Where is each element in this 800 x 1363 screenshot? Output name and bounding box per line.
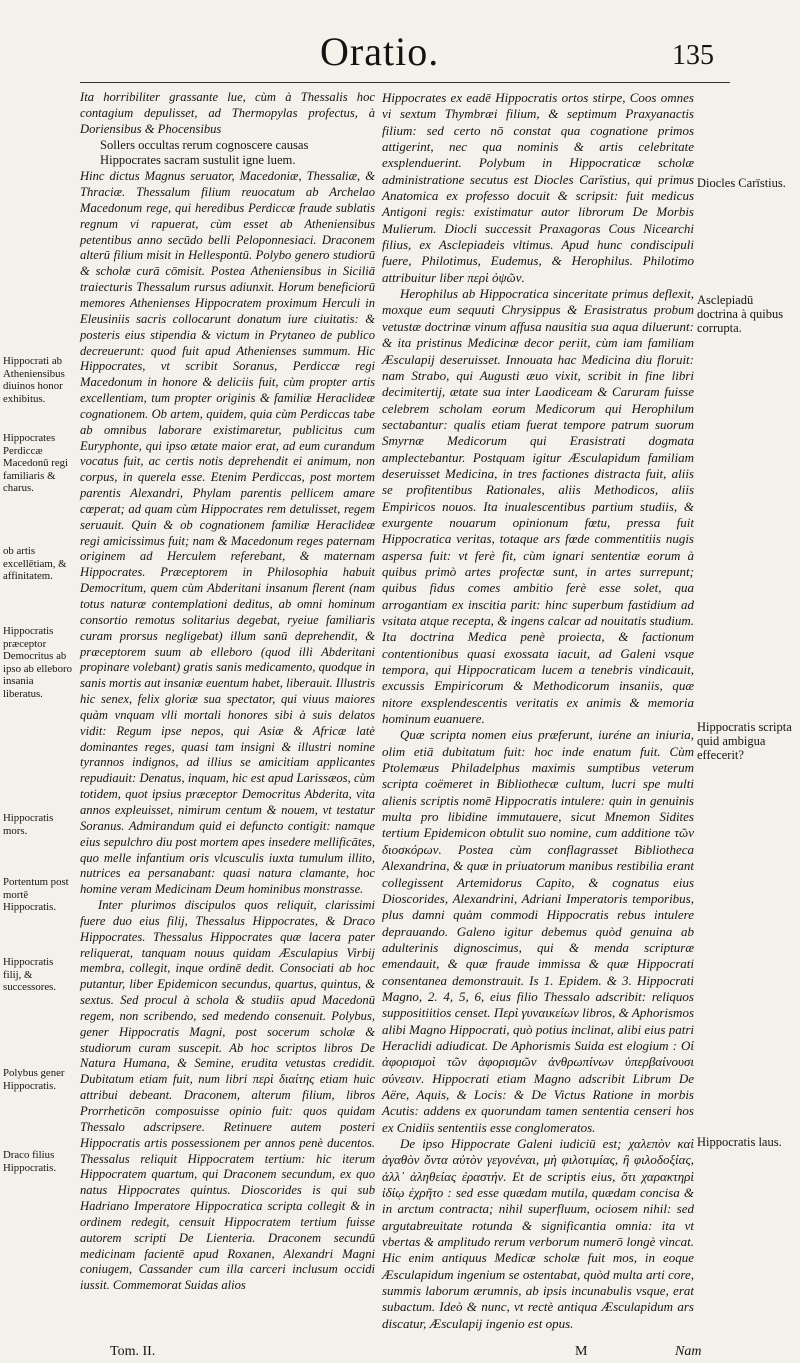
left-text-column xyxy=(80,90,375,1294)
margin-note-left: Hippocratis filij, & successores. xyxy=(3,956,57,994)
margin-note-left: Hippocrati ab Atheniensibus diuinos honor exhibitus. xyxy=(3,355,65,405)
margin-note-left: Draco filius Hippocratis. xyxy=(3,1149,57,1174)
margin-note-left: ob artis excellētiam, & affinitatem. xyxy=(3,545,67,583)
catchword: Nam xyxy=(675,1344,702,1359)
running-title: Oratio. xyxy=(320,29,440,74)
paragraph: Herophilus ab Hippocratica sinceritate primus deflexit, moxque eum sequuti Chrysippus & Erasistratus probum vetustæ doctrinæ vinum affusa nausitia sua aqua diluerunt: & ita pristinus Medicinæ decor periit, cùm iam familiam Æsculapij deseruisset. Innouata hac Medicina diu floruit: nam Strabo, qui Augusti æuo vixit, scribit in fine libri decimitertij, ætate sua inter Laodiceam & Caruram fuisse celebrem scholam eorum Medicorum qui Herophilum sectabantur: qualis etiam fuerat tempore patrum suorum Smyrnæ Medicorum qui Erasistrati dogmata amplectebantur. Postquam igitur Æsculapidum familiam deseruisset Medicina, in tres factiones distracta fuit, aliis se profitentibus Rationales, aliis Methodicos, aliis Empiricos nouos. Ita inualescentibus partium studiis, & exurgente nouarum opinionum fœtu, pressa fuit Hippocratica veritas, totaque ars fœde commentitiis nugis aspersa fuit: vt ferè fit, cùm ignari sententiæ eorum à quibus primò artes profectæ sunt, in artes surrepunt; quibus fidus comes ambitio ferè esse solet, qua arrogantiam ex inscitia parit: hinc superbum fastidium ad vsitata atque recepta, & ingens calcar ad nouitatis studium. Ita doctrina Medica penè proiecta, & factionum contentionibus quasi exossata iacuit, ad Galeni vsque tempora, qui Hippocraticam lucem a tenebris vindicauit, excussis Empiricorum & Methodicorum insaniis, quæ nitore exsplendescentis veritatis ex animis & memoria hominum euanuere. xyxy=(382,286,694,727)
margin-note-right: Diocles Carïstius. xyxy=(697,176,786,190)
right-text-column xyxy=(382,90,694,1332)
margin-note-left: Polybus gener Hippocratis. xyxy=(3,1067,65,1092)
margin-note-right: Asclepiadū doctrina à quibus corrupta. xyxy=(697,293,784,335)
signature-mark-right: M xyxy=(575,1344,588,1359)
paragraph: Ita horribiliter grassante lue, cùm à Thessalis hoc contagium depulisset, ad Thermopylas profectus, à Doriensibus & Phocensibus xyxy=(80,90,375,136)
margin-note-left: Hippocrates Perdiccæ Macedonū regi familiaris & charus. xyxy=(3,432,69,495)
margin-note-right: Hippocratis laus. xyxy=(697,1135,782,1149)
margin-note-left: Hippocratis præceptor Democritus ab ipso ab elleboro insania liberatus. xyxy=(3,625,72,700)
header-rule xyxy=(80,82,730,83)
paragraph: Hinc dictus Magnus seruator, Macedoniæ, Thessaliæ, & Thraciæ. Thessalum filium reuocatum ab Archelao Macedonum rege, qui heredibus Perdiccæ fraude sublatis regnum vi rapuerat, cùm esset ab Atheniensibus petentibus anno secūdo belli Peloponnesiaci. Draconem alterū filium misit in Hellespontū. Polybo genero studiorū & scholæ curā cōmisit. Postea Atheniensibus in Siciliā traiecturis Thessalum rursus adiunxit. Horum beneficiorū memores Athenienses Hippocratem proximum Herculi in Eleusiniis sacris collocarunt donatum iure ciuitatis: & posteris eius stipendia & victum in Prytaneo de publico decreuerunt: quod fuit apud Athenienses summum. Hic Hippocrates, vt scribit Soranus, Perdiccæ regi Macedonum in honore & deliciis fuit, cùm propter artis excellentiam, tum propter originis & familiæ Heraclideæ cognationem. Ob artem, quidem, quia cùm Perdiccas tabe ab omnibus laborare existimaretur, publicitus cum Euryphonte, qui ipso ætate maior erat, ad eum curandum vocatus fuit, ac certis notis deprehendit ei animum, non corpus, in querela esse. Etenim Perdiccas, post mortem parentis Alexandri, Phylam parentis pellicem amare cœperat; ad quam cùm Hippocrates rem detulisset, regem seruauit. Quin & ob cognationem familiæ Heraclideæ regi amicissimus fuit; nam & Macedonum reges paternam originem ad Herculem referebant, & maternam Hippocrates. Præceptorem in Philosophia habuit Democritum, quem cùm Abderitani insanum flerent (nam totus naturæ contemplationi deditus, ab omni hominum consortio remotus solitarius degebat, ryeiue familiaris curam prorsus negligebat) illum sanū deprehendit, & præceptorem suum ab elleboro (quod illi Abderitani propinare volebant) gratis sanis medicamento, quodque in sanis mortis aut insaniæ euentum habet, liberauit. Illustris hic senex, felix gloriæ sua spectator, qui viuus maiores quàm vnquam vlli mortali honores sibi à suis delatos vidit: Regum ipse nepos, qui Asiæ & Africæ latè dominantes reges, quasi tam insigni & illustri nomine tyrannos indignos, ad illius se amicitiam applicantes repudiauit: Denatus, inquam, hic est apud Larissæos, cùm totidem, quot ipsius præceptor Democritus Abderita, vita annos expleuisset, nimirum centum & nouem, vt testatur Soranus. Admirandum quid ei defuncto contigit: namque eius sepulchro diu post mortem apes insedere mellificātes, quo melle infantium oris vlcusculis iuxta tumulum illito, nutrices ea persanabant: quasi natura clamante, hoc homine veram Medicinam Deum hominibus monstrasse. xyxy=(80,169,375,897)
verse-line: Hippocrates sacram sustulit igne luem. xyxy=(100,153,296,168)
paragraph: Hippocrates ex eadē Hippocratis ortos stirpe, Coos omnes vi sextum Thymbræi filium, & septimum Praxyanactis filium: sed certo nō constat qua cognatione primos attigerint, nec qua nominis & artis celebritate exsplenduerint. Polybum in Hippocraticæ scholæ administratione secutus est Diocles Carïstius, qui primus Anatomica ex professo docuit & scripsit: fuit medicus Antigoni regis: existimatur autor librorum De Morbis Mulierum. Diocli successit Praxagoras Cous Nicearchi filius, ex Asclepiadeis vltimus. Apud hunc condiscipuli fuere, Philotimus, Eudemus, & Herophilus. Philotimo attribuitur liber περὶ ὀψῶν. xyxy=(382,90,694,285)
verse-line: Sollers occultas rerum cognoscere causas xyxy=(100,137,309,152)
margin-note-left: Portentum post mortē Hippocratis. xyxy=(3,876,69,914)
paragraph: De ipso Hippocrate Galeni iudiciū est; χαλεπὸν καὶ ἀγαθὸν ὄντα αὐτὸν γεγονέναι, μὴ φιλοτιμίας, ἢ φιλοδοξίας, ἀλλ᾽ ἀληθείας ἐραστήν. Et de scriptis eius, ὅτι χαρακτηρὶ ἰδίῳ ἐχρῆτο : sed esse quædam mutila, quædam concisa & in arctum contracta; nihil superfluum, ociosem nihil: sed argutabreuitate rotunda & significantia omnia: ita vt vbertas & amplitudo rerum verborum numerō longè vincat. Hic enim antiquus Medicæ scholæ fuit mos, in eoque Æsculapidum ingenium se ostentabat, quòd multa arti core, summis laborum ærumnis, ab ipsis incunabulis vsque, erat subactum. Ideò & nunc, vt rectè antiqua Æsculapidum ars discatur, Æsculapij ingenio est opus. xyxy=(382,1136,694,1331)
paragraph: Inter plurimos discipulos quos reliquit, clarissimi fuere duo eius filij, Thessalus Hippocrates, & Draco Hippocrates. Thessalus Hippocrates quæ lacera pater reliquerat, tanquam nouus quidam Æsculapius Virbij membra, collegit, inque ordinē dedit. Consociati ab hoc putantur, liber Epidemicon secundus, quartus, quintus, & sextus. Sed procul à schola & studiis apud Macedonū regem, non scribendo, sed medendo consenuit. Polybus, gener Hippocratis Magni, post socerum scholæ & studiorum curam suscepit. Ab hoc scriptos libros De Natura Humana, & Semine, erudita vetustas credidit. Dubitatum etiam fuit, num libri περὶ διαίτης etiam huic attribui debeant. Draconem, alterum filium, libros Prorrheticōn composuisse opinio fuit: quos quidam Thessalo adscripsere. Retinuere autem posteri Hippocratis artis possessionem per annos penè ducentos. Thessalus reliquit Hippocratem tertium: hic iterum Hippocratem quartum, qui Draconem secundum, ex quo natus Hippocrates quintus. Dioscorides is qui sub Hadriano Imperatore Hippocratica scripta collegit & in ordinem redegit, censuit Hippocratem tertium fuisse autorem scripti De Lienteria. Draconem secundū medicinam facientē apud Roxanen, Alexandri Magni coniugem, Cassander cum illa carceri inclusum occidi iussit. Commemorat Suidas alios xyxy=(80,898,375,1293)
signature-mark-left: Tom. II. xyxy=(110,1344,156,1359)
margin-note-right: Hippocratis scripta quid ambigua effecerit? xyxy=(697,720,792,762)
margin-note-left: Hippocratis mors. xyxy=(3,812,54,837)
page-number: 135 xyxy=(672,40,714,71)
paragraph: Quæ scripta nomen eius præferunt, iuréne an iniuria, olim etiā dubitatum fuit: hoc inde enatum fuit. Cùm Ptolemæus Philadelphus maximis sumptibus veterum scripta coëmeret in Bibliothecæ cultum, lucri spe multi alienis scriptis nomē Hippocratis intulere: quin in genuinis multa pro libidine immutauere, sicut Mnemon Sidites tertium Epidemicon obtulit suo nomine, cum additione τῶν διοσκόρων. Postea cùm conflagrasset Bibliotheca Alexandrina, & quæ in priuatorum manibus restibilia erant collegissent Artemidorus Capito, & cognatus eius Dioscorides, Alexandrini, Adriani Imperatoris temporibus, plus damni quàm commodi Hippocratis rebus intulere deprauando. Galeno igitur debemus quòd genuina ab adulterinis dignoscimus, qui & menda scripturæ emendauit, & quæ fraude immissa & quæ Hippocrati consentanea demonstrauit. Is 1. Epidem. & 3. Hippocrati Magno, 2. 4, 5, 6, eius filio Thessalo adscribit: reliquos suppositiitios censet. Περὶ γυναικείων libros, & Aphorismos alibi Magno Hippocrati, quò potius inclinat, alibi eius patri Heraclidi adiudicat. De Aphorismis Suida est elogium : Οἱ ἀφορισμοὶ τῶν ἀφορισμῶν ἀνθρωπίνων ὑπερβαίνουσι σύνεσιν. Hippocrati etiam Magno adscribit Librum De Aëre, Aquis, & Locis: & De Victus Ratione in morbis Acutis: addens ex quorundam tamen sententia censeri hos ex Cnidiis sententiis esse conglomeratos. xyxy=(382,727,694,1135)
